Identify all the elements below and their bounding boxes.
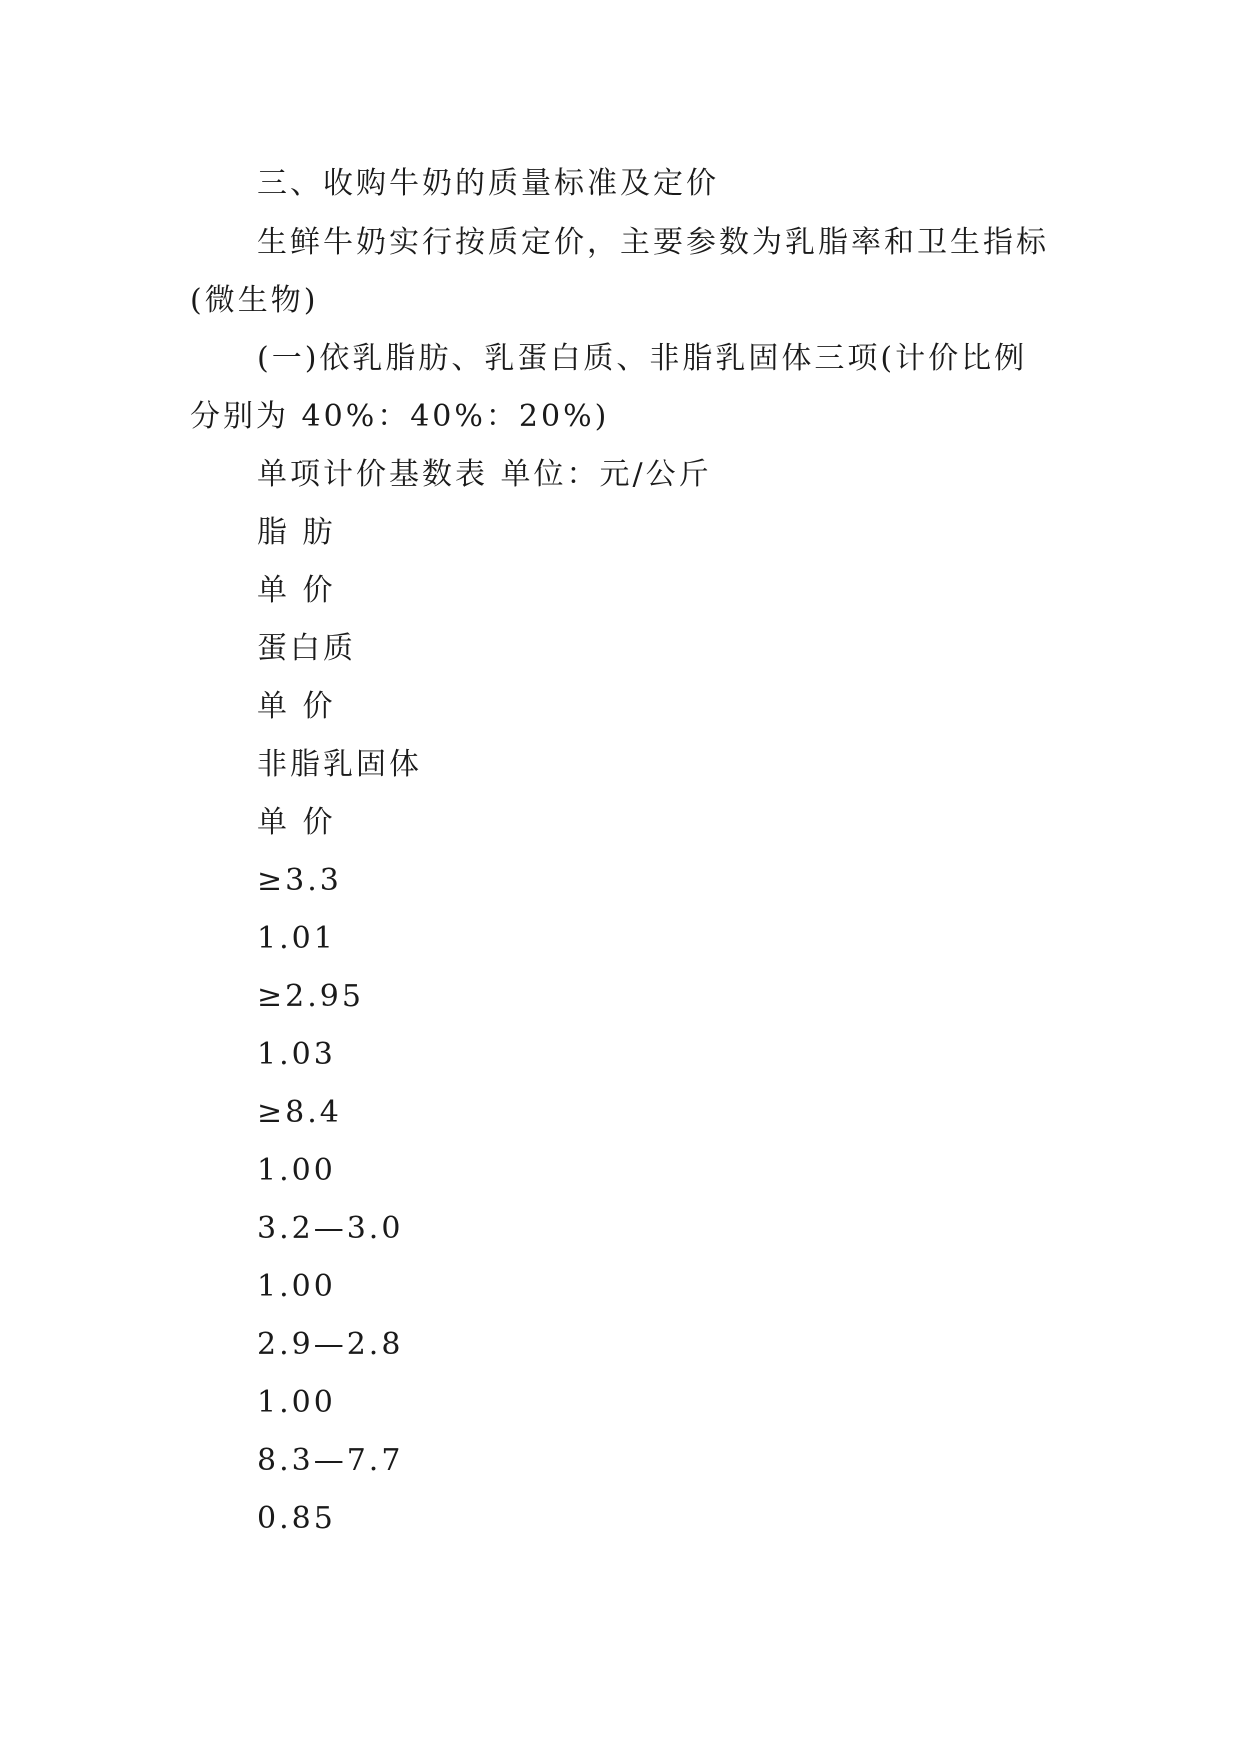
table-cell: 非脂乳固体 bbox=[257, 747, 422, 782]
table-cell: ≥8.4 bbox=[257, 1095, 342, 1130]
table-caption: 单项计价基数表 单位：元/公斤 bbox=[257, 457, 712, 492]
table-cell: 1.00 bbox=[257, 1269, 336, 1304]
table-cell: 蛋白质 bbox=[257, 631, 356, 666]
table-cell: 单 价 bbox=[257, 805, 336, 840]
table-cell: 1.00 bbox=[257, 1153, 336, 1188]
table-cell: 1.00 bbox=[257, 1385, 336, 1420]
paragraph-1-line-1: 生鲜牛奶实行按质定价，主要参数为乳脂率和卫生指标 bbox=[257, 225, 1049, 260]
table-cell: 8.3—7.7 bbox=[257, 1443, 404, 1478]
table-cell: 3.2—3.0 bbox=[257, 1211, 404, 1246]
table-cell: 0.85 bbox=[257, 1501, 336, 1536]
section-heading: 三、收购牛奶的质量标准及定价 bbox=[257, 166, 719, 201]
table-cell: 1.03 bbox=[257, 1037, 336, 1072]
paragraph-1-line-2: (微生物) bbox=[190, 283, 319, 318]
paragraph-2-line-2: 分别为 40%：40%：20%) bbox=[190, 399, 610, 434]
table-cell: 单 价 bbox=[257, 573, 336, 608]
paragraph-2-line-1: (一)依乳脂肪、乳蛋白质、非脂乳固体三项(计价比例 bbox=[257, 341, 1028, 376]
table-cell: 2.9—2.8 bbox=[257, 1327, 404, 1362]
table-cell: 脂 肪 bbox=[257, 515, 336, 550]
table-cell: 1.01 bbox=[257, 921, 336, 956]
table-cell: ≥3.3 bbox=[257, 863, 342, 898]
table-cell: 单 价 bbox=[257, 689, 336, 724]
table-cell: ≥2.95 bbox=[257, 979, 364, 1014]
